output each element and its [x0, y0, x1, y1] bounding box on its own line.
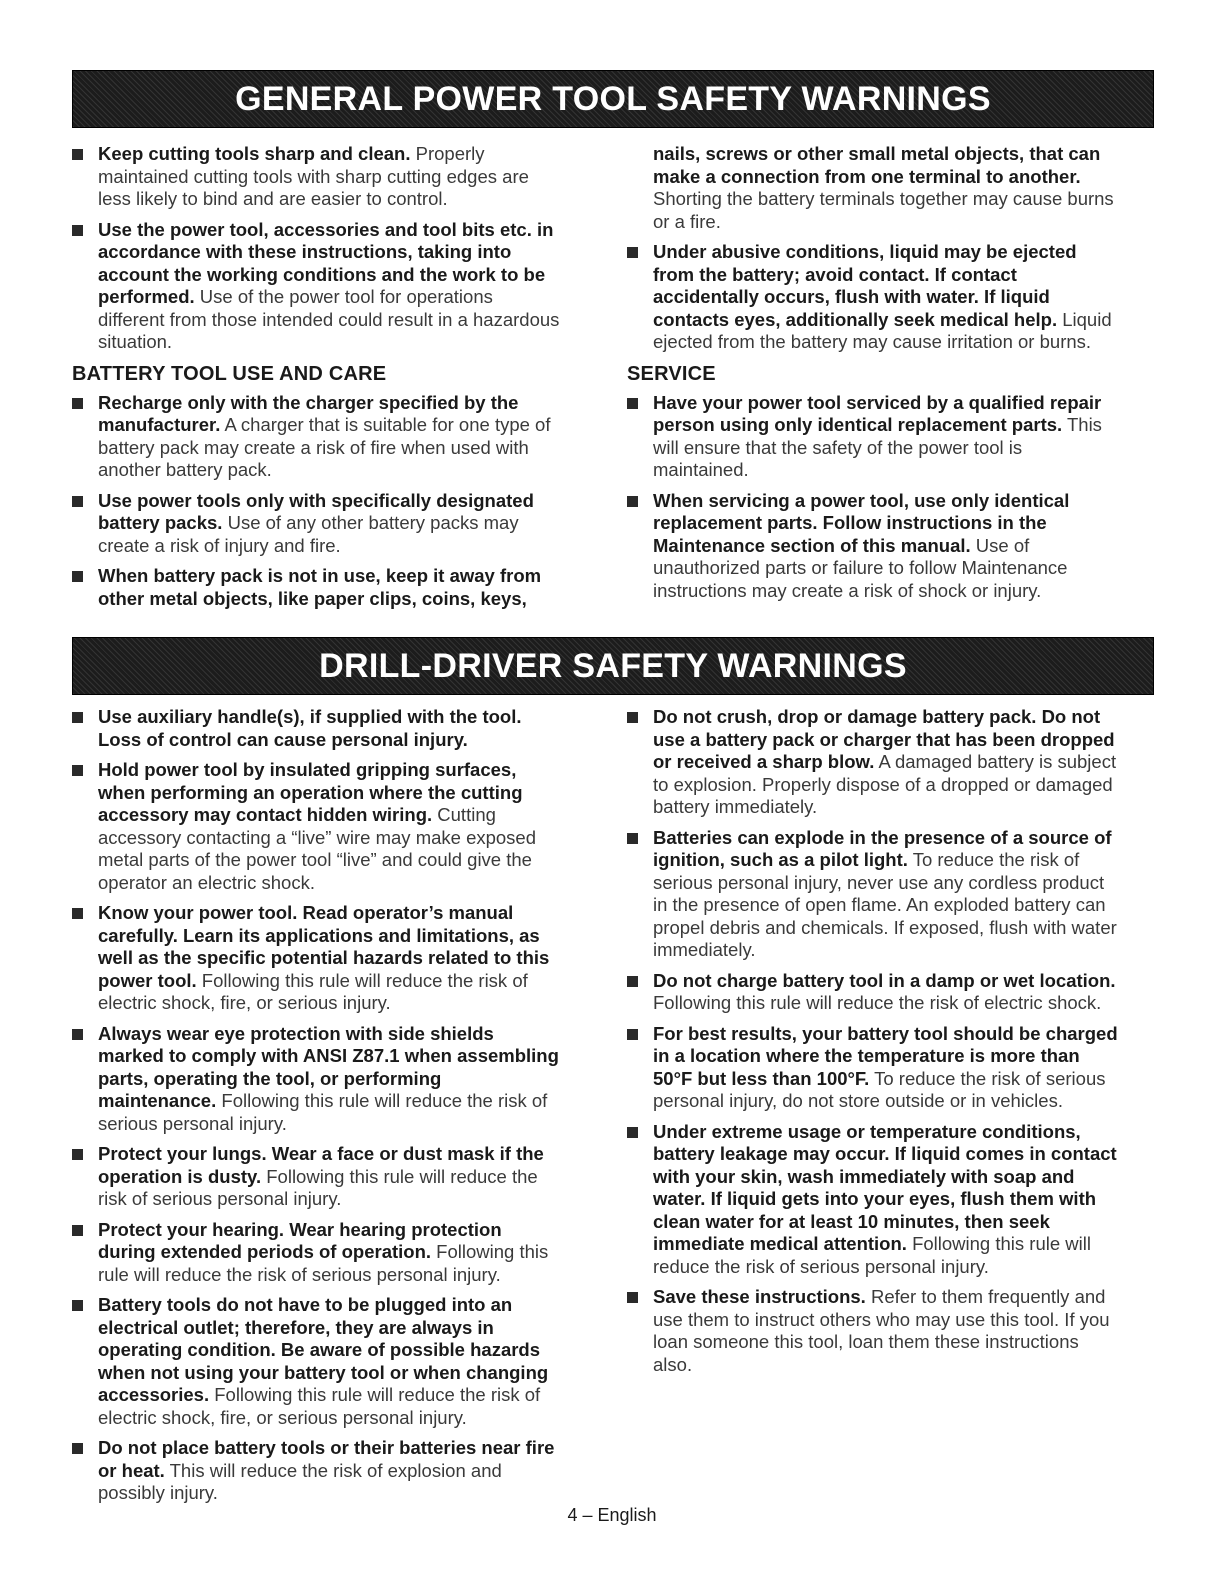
square-bullet-icon: [627, 712, 638, 723]
list-item: Under extreme usage or temperature conditions, battery leakage may occur. If liquid comes in contact with your skin, wash immediately with soap and water. If liquid gets into your eyes, flush them with clean water for at least 10 minutes, then seek immediate medical attention. Following this rule will reduce the risk of serious personal injury.: [627, 1121, 1119, 1279]
list-item: Battery tools do not have to be plugged into an electrical outlet; therefore, they are always in operating condition. Be aware of possible hazards when not using your battery tool or when changing accessories. Following this rule will reduce the risk of electric shock, fire, or serious personal injury.: [72, 1294, 564, 1429]
square-bullet-icon: [72, 712, 83, 723]
list-item: Do not crush, drop or damage battery pack. Do not use a battery pack or charger that has been dropped or received a sharp blow. A damaged battery is subject to explosion. Properly dispose of a dropped or damaged battery immediately.: [627, 706, 1119, 819]
square-bullet-icon: [627, 1292, 638, 1303]
general-warnings-banner: [72, 70, 1154, 128]
drill-driver-right-column: [627, 706, 1119, 1384]
list-item: Use power tools only with specifically designated battery packs. Use of any other battery packs may create a risk of injury and fire.: [72, 490, 564, 558]
list-item: Protect your hearing. Wear hearing protection during extended periods of operation. Following this rule will reduce the risk of serious personal injury.: [72, 1219, 564, 1287]
drill-driver-warnings-banner: [72, 637, 1154, 695]
square-bullet-icon: [627, 1029, 638, 1040]
square-bullet-icon: [72, 149, 83, 160]
list-item-continued: nails, screws or other small metal objects, that can make a connection from one terminal to another. Shorting the battery terminals together may cause burns or a fire.: [653, 143, 1114, 232]
square-bullet-icon: [627, 833, 638, 844]
list-item: Save these instructions. Refer to them frequently and use them to instruct others who may use this tool. If you loan someone this tool, loan them these instructions also.: [627, 1286, 1119, 1376]
square-bullet-icon: [72, 1225, 83, 1236]
general-warnings-left-column: [72, 143, 564, 618]
square-bullet-icon: [72, 398, 83, 409]
list-item: Hold power tool by insulated gripping surfaces, when performing an operation where the cutting accessory may contact hidden wiring. Cutting accessory contacting a “live” wire may make exposed metal parts of the power tool “live” and could give the operator an electric shock.: [72, 759, 564, 894]
list-item: When battery pack is not in use, keep it away from other metal objects, like paper clips, coins, keys,: [72, 565, 564, 610]
square-bullet-icon: [627, 1127, 638, 1138]
list-item: Do not place battery tools or their batteries near fire or heat. This will reduce the risk of explosion and possibly injury.: [72, 1437, 564, 1505]
square-bullet-icon: [72, 1300, 83, 1311]
section-heading-service: SERVICE: [627, 362, 716, 385]
list-item: Do not charge battery tool in a damp or wet location. Following this rule will reduce the risk of electric shock.: [627, 970, 1119, 1015]
square-bullet-icon: [72, 1443, 83, 1454]
list-item: Know your power tool. Read operator’s manual carefully. Learn its applications and limitations, as well as the specific potential hazards related to this power tool. Following this rule will reduce the risk of electric shock, fire, or serious injury.: [72, 902, 564, 1015]
section-heading-battery: BATTERY TOOL USE AND CARE: [72, 362, 387, 385]
square-bullet-icon: [72, 1149, 83, 1160]
drill-driver-left-column: [72, 706, 564, 1513]
list-item: Protect your lungs. Wear a face or dust mask if the operation is dusty. Following this rule will reduce the risk of serious personal injury.: [72, 1143, 564, 1211]
square-bullet-icon: [627, 976, 638, 987]
list-item: Use the power tool, accessories and tool bits etc. in accordance with these instructions, taking into account the working conditions and the work to be performed. Use of the power tool for operations different from those intended could result in a hazardous situation.: [72, 219, 564, 354]
list-item: Keep cutting tools sharp and clean. Properly maintained cutting tools with sharp cutting edges are less likely to bind and are easier to control.: [72, 143, 564, 211]
page-footer: 4 – English: [567, 1505, 657, 1525]
list-item: Under abusive conditions, liquid may be ejected from the battery; avoid contact. If contact accidentally occurs, flush with water. If liquid contacts eyes, additionally seek medical help. Liquid ejected from the battery may cause irritation or burns.: [627, 241, 1119, 354]
square-bullet-icon: [627, 496, 638, 507]
list-item: For best results, your battery tool should be charged in a location where the temperature is more than 50°F but less than 100°F. To reduce the risk of serious personal injury, do not store outside or in vehicles.: [627, 1023, 1119, 1113]
list-item: Batteries can explode in the presence of a source of ignition, such as a pilot light. To reduce the risk of serious personal injury, never use any cordless product in the presence of open flame. An exploded battery can propel debris and chemicals. If exposed, flush with water immediately.: [627, 827, 1119, 962]
general-warnings-right-column: [627, 143, 1119, 610]
square-bullet-icon: [72, 571, 83, 582]
list-item: Always wear eye protection with side shields marked to comply with ANSI Z87.1 when assembling parts, operating the tool, or performing maintenance. Following this rule will reduce the risk of serious personal injury.: [72, 1023, 564, 1136]
drill-driver-warnings-title: DRILL-DRIVER SAFETY WARNINGS: [319, 646, 907, 685]
square-bullet-icon: [72, 496, 83, 507]
list-item: Use auxiliary handle(s), if supplied with the tool. Loss of control can cause personal injury.: [72, 706, 564, 751]
square-bullet-icon: [627, 398, 638, 409]
square-bullet-icon: [72, 225, 83, 236]
square-bullet-icon: [72, 1029, 83, 1040]
general-warnings-title: GENERAL POWER TOOL SAFETY WARNINGS: [235, 79, 991, 118]
list-item: Recharge only with the charger specified by the manufacturer. A charger that is suitable for one type of battery pack may create a risk of fire when used with another battery pack.: [72, 392, 564, 482]
list-item: When servicing a power tool, use only identical replacement parts. Follow instructions in the Maintenance section of this manual. Use of unauthorized parts or failure to follow Maintenance instructions may create a risk of shock or injury.: [627, 490, 1119, 603]
square-bullet-icon: [72, 908, 83, 919]
square-bullet-icon: [72, 765, 83, 776]
list-item: Have your power tool serviced by a qualified repair person using only identical replacement parts. This will ensure that the safety of the power tool is maintained.: [627, 392, 1119, 482]
square-bullet-icon: [627, 247, 638, 258]
